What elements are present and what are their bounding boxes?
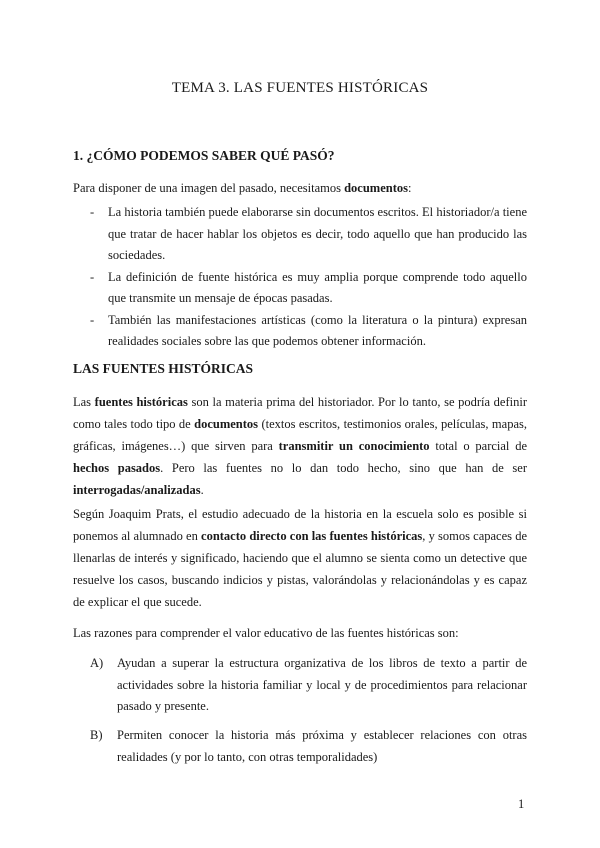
- bullet-text: También las manifestaciones artísticas (como la literatura o la pintura) expresan realidades sociales sobre las que podemos obtener información.: [108, 312, 527, 348]
- list-item: [90, 653, 527, 718]
- bold-run: fuentes históricas: [94, 395, 188, 409]
- page-number: 1: [518, 797, 525, 811]
- intro-colon: :: [408, 181, 412, 195]
- bullet-item: [73, 310, 527, 353]
- text-run: son la materia prima del historiador. Por lo tanto, se podría definir como tales todo tipo de: [73, 395, 527, 431]
- section-heading-fuentes: LAS FUENTES HISTÓRICAS: [73, 361, 254, 376]
- paragraph-fuentes-definicion: [73, 391, 527, 501]
- bold-run: hechos pasados: [73, 461, 161, 475]
- text-run: , y somos capaces de llenarlas de interés y significado, haciendo que el alumno se sienta como un detective que resuelve los casos, buscando indicios y pistas, valorándolas y relacionándolas y es capaz de explicar el que sucede.: [73, 529, 528, 609]
- bullet-text: La historia también puede elaborarse sin documentos escritos. El historiador/a tiene que tratar de hacer hablar los objetos es decir, todo aquello que han producido las sociedades.: [108, 205, 527, 262]
- bold-run: documentos: [194, 417, 259, 431]
- text-run: Las: [73, 395, 95, 409]
- intro-bold-documentos: documentos: [344, 181, 408, 195]
- list-item: [90, 725, 527, 768]
- bold-run: transmitir un conocimiento: [278, 439, 430, 453]
- bullet-dash: -: [90, 269, 95, 284]
- document-title: TEMA 3. LAS FUENTES HISTÓRICAS: [171, 80, 429, 96]
- list-text: Ayudan a superar la estructura organizativa de los libros de texto a partir de actividades sobre la historia familiar y local y de procedimientos para relacionar pasado y presente.: [117, 656, 527, 713]
- bullet-text: La definición de fuente histórica es muy amplia porque comprende todo aquello que transmite un mensaje de épocas pasadas.: [108, 269, 527, 305]
- intro-text: Para disponer de una imagen del pasado, necesitamos: [73, 181, 345, 195]
- bullet-item: [73, 267, 527, 310]
- text-run: (textos escritos, testimonios orales, películas, mapas, gráficas, imágenes…) que sirven para: [73, 417, 527, 453]
- text-run: .: [200, 483, 204, 497]
- list-text: Permiten conocer la historia más próxima y establecer relaciones con otras realidades (y por lo tanto, con otras temporalidades): [117, 728, 527, 764]
- text-run: . Pero las fuentes no lo dan todo hecho, sino que han de ser: [160, 461, 527, 475]
- paragraph-joaquim-prats: [73, 503, 527, 613]
- bold-run: contacto directo con las fuentes históricas: [201, 529, 423, 543]
- list-marker: B): [90, 728, 103, 742]
- text-run: total o parcial de: [429, 439, 528, 453]
- bullet-dash: -: [90, 205, 95, 219]
- intro-paragraph: [73, 177, 527, 199]
- bold-run: interrogadas/analizadas: [73, 483, 201, 497]
- bullet-item: [73, 202, 527, 267]
- section-heading-como-saber: 1. ¿CÓMO PODEMOS SABER QUÉ PASÓ?: [73, 148, 335, 163]
- bullet-list: [73, 202, 527, 353]
- list-marker: A): [90, 656, 104, 670]
- reason-item-b: [90, 725, 527, 768]
- text-run: Según Joaquim Prats, el estudio adecuado de la historia en la escuela solo es posible si ponemos al alumnado en: [73, 507, 527, 543]
- reason-item-a: [90, 653, 527, 718]
- paragraph-razones: Las razones para comprender el valor educativo de las fuentes históricas son:: [73, 626, 459, 640]
- bullet-dash: -: [90, 312, 95, 327]
